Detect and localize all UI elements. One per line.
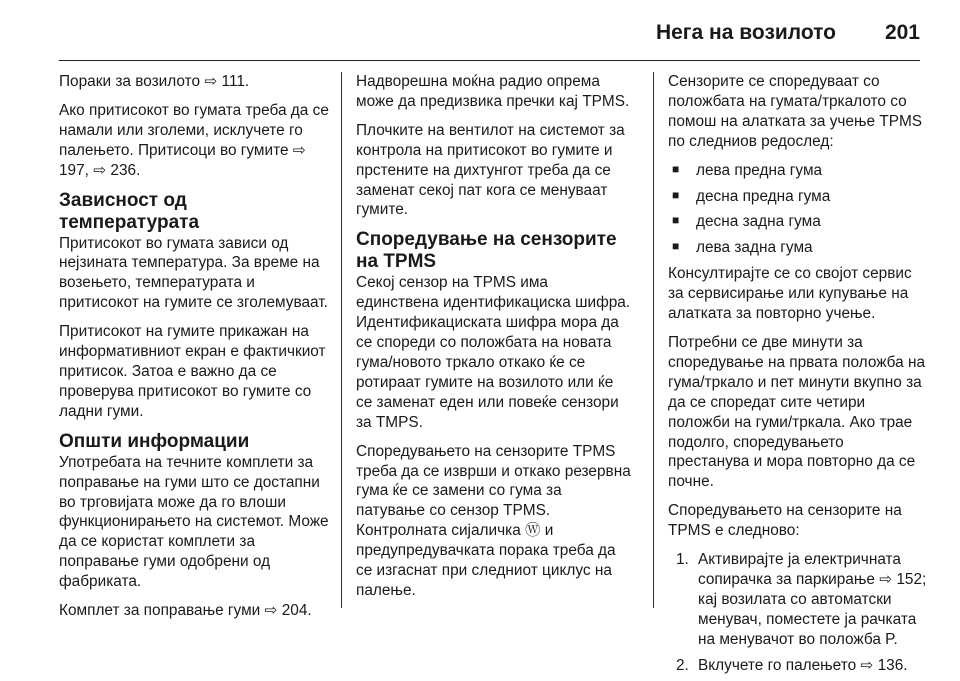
column-divider-1 [341, 72, 342, 608]
column-divider-2 [653, 72, 654, 608]
paragraph: Секој сензор на TPMS има единствена идентификациска шифра. Идентификациската шифра мора да се спореди со положбата на новата гума/новото тркало откако ќе се ротираат гумите на возилото или ќе се заменат еден или повеќе сензори за TMPS. [356, 274, 631, 431]
bullet-item: ■ десна предна гума [672, 187, 928, 207]
step-text: Вклучете го палењето ⇨ 136. [698, 656, 908, 674]
paragraph: Комплет за поправање гуми ⇨ 204. [59, 602, 312, 620]
column-3 [668, 72, 928, 681]
section-heading: Зависност од температурата [59, 189, 200, 233]
paragraph: Плочките на вентилот на системот за контрола на притисокот во гумите и прстените на дихтунгот треба да се заменат секој пат кога се менуваат гумите. [356, 121, 625, 219]
step-text: Активирајте ја електричната сопирачка за паркирање ⇨ 152; кај возилата со автоматски менувач, поместете ја рачката на менувачот во положба P. [698, 551, 927, 648]
paragraph: Споредувањето на сензорите на TPMS е следново: [668, 502, 902, 540]
step-number: 2. [676, 656, 689, 674]
paragraph: Споредувањето на сензорите TPMS треба да се изврши и откако резервна гума ќе се замени со гума за патување со сензор TPMS. Контролната сијаличка Ⓦ и предупредувачката порака треба да се изгаснат при следниот циклус на палење. [356, 442, 631, 599]
step-number: 1. [676, 551, 689, 569]
section-heading: Споредување на сензорите на TPMS [356, 229, 617, 273]
section-heading: Општи информации [59, 430, 250, 452]
paragraph: Притисокот во гумата зависи од нејзината температура. За време на возењето, температурата и притисокот на гумите се зголемуваат. [59, 234, 328, 312]
page-number: 201 [884, 21, 920, 44]
numbered-step [668, 656, 928, 676]
bullet-item: ■ лева задна гума [672, 238, 928, 258]
header-rule [59, 60, 920, 61]
bullet-item: ■ десна задна гума [672, 212, 928, 232]
page-header-title: Нега на возилото [655, 21, 836, 44]
paragraph: Консултирајте се со својот сервис за сервисирање или купување на алатката за повторно учење. [668, 265, 912, 323]
column-1 [59, 72, 329, 630]
numbered-step [668, 550, 928, 650]
paragraph: Потребни се две минути за споредување на првата положба на гума/тркало и пет минути вкупно за да се споредат сите четири положби на гуми/тркала. Ако трае подолго, споредувањето престанува и мора повторно да се почне. [668, 333, 926, 491]
paragraph: Притисокот на гумите прикажан на информативниот екран е фактичкиот притисок. Затоа е важно да се проверува притисокот во гумите со ладни гуми. [59, 323, 326, 420]
paragraph: Надворешна моќна радио опрема може да предизвика пречки кај TPMS. [356, 73, 630, 110]
paragraph: Употребата на течните комплети за поправање на гуми што се достапни во трговијата може да го влоши функционирањето на системот. Може да се користат комплети за поправање гуми одобрени од фабриката. [59, 453, 329, 591]
paragraph: Сензорите се споредуваат со положбата на гумата/тркалото со помош на алатката за учење TPMS по следниов редослед: [668, 73, 923, 150]
paragraph: Ако притисокот во гумата треба да се намали или зголеми, исклучете го палењето. Притисоци во гумите ⇨ 197, ⇨ 236. [59, 101, 329, 179]
column-2 [356, 72, 632, 610]
paragraph: Пораки за возилото ⇨ 111. [59, 73, 250, 90]
bullet-item: ■ лева предна гума [672, 161, 928, 181]
